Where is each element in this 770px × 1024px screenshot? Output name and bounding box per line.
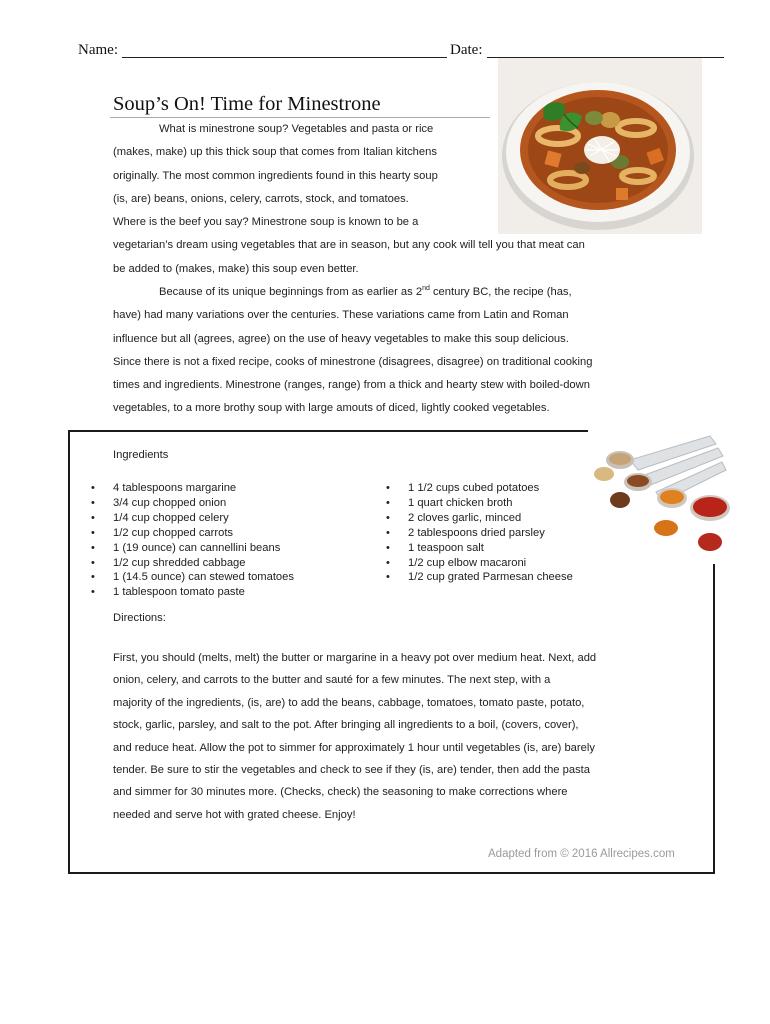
text-line: First, you should (melts, melt) the butter or margarine in a heavy pot over medium heat. Next, add <box>113 652 597 664</box>
directions-paragraph <box>113 647 596 826</box>
ingredients-list-right <box>386 481 573 585</box>
list-item: • 1 (19 ounce) can cannellini beans <box>91 541 294 556</box>
list-item: • 3/4 cup chopped onion <box>91 496 294 511</box>
list-item: • 2 tablespoons dried parsley <box>386 526 573 541</box>
text-line: have) had many variations over the centuries. These variations came from Latin and Roman <box>113 309 569 322</box>
text-fragment: Because of its unique beginnings from as earlier as 2 <box>159 286 423 298</box>
list-item: • 4 tablespoons margarine <box>91 481 294 496</box>
list-item: • 1/4 cup chopped celery <box>91 511 294 526</box>
list-item: • 1 tablespoon tomato paste <box>91 585 294 600</box>
text-line: vegetables, to a more brothy soup with large amouts of diced, lightly cooked vegetables. <box>113 402 550 415</box>
list-item: • 1/2 cup grated Parmesan cheese <box>386 570 573 585</box>
list-item: • 1 1/2 cups cubed potatoes <box>386 481 573 496</box>
text-line: vegetarian’s dream using vegetables that are in season, but any cook will tell you that meat can <box>113 239 585 252</box>
list-item: • 1/2 cup shredded cabbage <box>91 556 294 571</box>
text-line: tender. Be sure to stir the vegetables and check to see if they (is, are) tender, then add the pasta <box>113 763 591 776</box>
superscript-ordinal: nd <box>422 285 430 292</box>
measuring-spoons-spices-photo <box>590 430 740 560</box>
text-line: Since there is not a fixed recipe, cooks of minestrone (disagrees, disagree) on traditional cooking <box>113 355 593 368</box>
text-line: and simmer for 30 minutes more. (Checks, check) the seasoning to make corrections where <box>113 786 568 799</box>
text-line: (is, are) beans, onions, celery, carrots, stock, and tomatoes. <box>113 192 409 205</box>
list-item: • 1 (14.5 ounce) can stewed tomatoes <box>91 570 294 585</box>
list-item: • 1/2 cup chopped carrots <box>91 526 294 541</box>
date-label: Date: <box>450 42 483 58</box>
list-item: • 1/2 cup elbow macaroni <box>386 556 573 571</box>
text-line: influence but all (agrees, agree) on the use of heavy vegetables to make this soup delicious. <box>113 332 569 345</box>
text-line: originally. The most common ingredients found in this hearty soup <box>113 169 438 182</box>
ingredients-list-left <box>91 481 294 600</box>
text-line: times and ingredients. Minestrone (ranges, range) from a thick and hearty stew with boiled-down <box>113 379 590 392</box>
text-line: What is minestrone soup? Vegetables and pasta or rice <box>159 123 434 135</box>
text-line: Where is the beef you say? Minestrone soup is known to be a <box>113 216 419 229</box>
text-line-with-superscript <box>113 281 592 304</box>
text-line: onion, celery, and carrots to the butter and sauté for a few minutes. The next step, with a <box>113 674 551 687</box>
text-line: (makes, make) up this thick soup that comes from Italian kitchens <box>113 146 437 159</box>
directions-heading: Directions: <box>113 612 166 624</box>
list-item: • 1 quart chicken broth <box>386 496 573 511</box>
text-fragment: century BC, the recipe (has, <box>429 286 572 298</box>
text-line: be added to (makes, make) this soup even better. <box>113 262 359 275</box>
text-line: and reduce heat. Allow the pot to simmer for approximately 1 hour until vegetables (is, are) barely <box>113 741 595 754</box>
ingredients-heading: Ingredients <box>113 449 169 461</box>
intro-paragraph-1 <box>113 118 585 281</box>
source-credit: Adapted from © 2016 Allrecipes.com <box>488 848 675 860</box>
page-title: Soup’s On! Time for Minestrone <box>113 93 381 115</box>
list-item: • 1 teaspoon salt <box>386 541 573 556</box>
list-item: • 2 cloves garlic, minced <box>386 511 573 526</box>
text-line: stock, garlic, parsley, and salt to the pot. After bringing all ingredients to a boil, (covers, cover), <box>113 719 579 732</box>
intro-paragraph-2 <box>113 281 592 421</box>
text-line: needed and serve hot with grated cheese. Enjoy! <box>113 808 356 821</box>
name-blank-line[interactable] <box>122 57 447 58</box>
text-line: majority of the ingredients, (is, are) to add the beans, cabbage, tomatoes, tomato paste, potato, <box>113 696 585 709</box>
name-label: Name: <box>78 42 118 58</box>
